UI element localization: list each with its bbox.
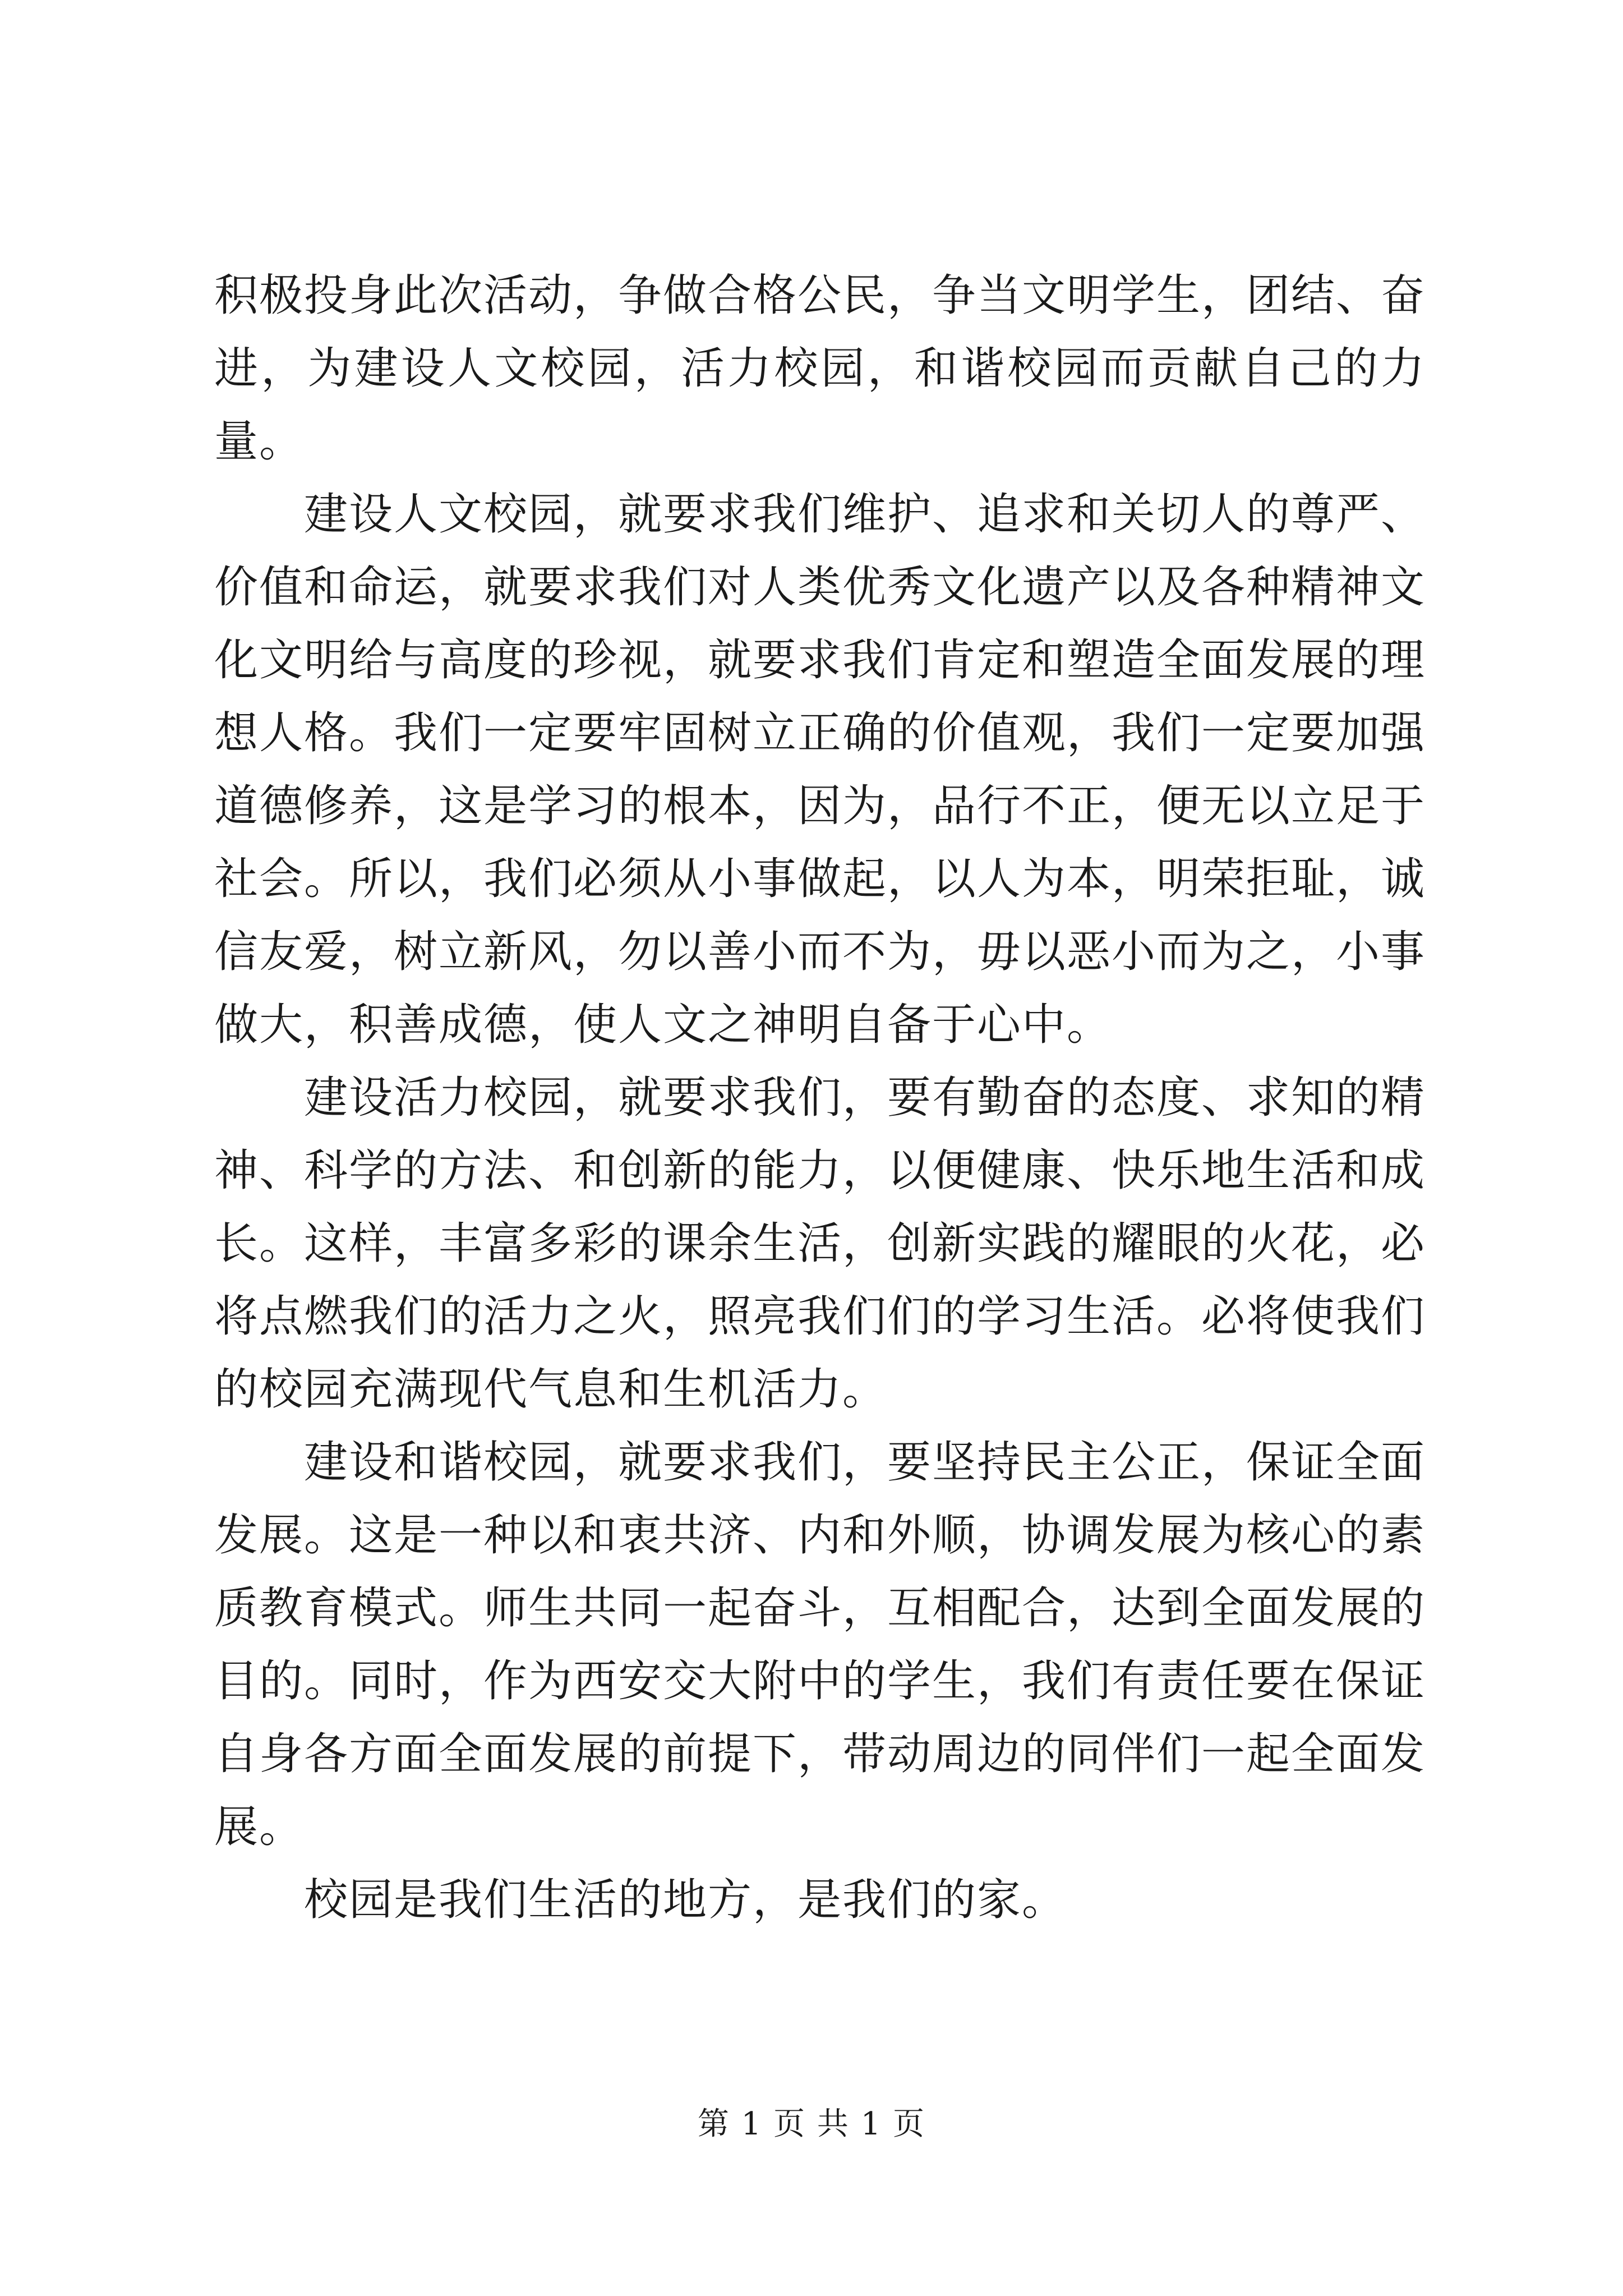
page-number-label: 第 1 页 共 1 页 bbox=[697, 2106, 926, 2142]
document-body bbox=[214, 259, 1426, 1936]
page-footer bbox=[0, 2105, 1623, 2144]
paragraph-3: 建设活力校园，就要求我们，要有勤奋的态度、求知的精神、科学的方法、和创新的能力，以便健康、快乐地生活和成长。这样，丰富多彩的课余生活，创新实践的耀眼的火花，必将点燃我们的活力之火，照亮我们们的学习生活。必将使我们的校园充满现代气息和生机活力。 bbox=[214, 1073, 1426, 1415]
paragraph-2: 建设人文校园，就要求我们维护、追求和关切人的尊严、价值和命运，就要求我们对人类优秀文化遗产以及各种精神文化文明给与高度的珍视，就要求我们肯定和塑造全面发展的理想人格。我们一定要牢固树立正确的价值观，我们一定要加强道德修养，这是学习的根本，因为，品行不正，便无以立足于社会。所以，我们必须从小事做起，以人为本，明荣拒耻，诚信友爱，树立新风，勿以善小而不为，毋以恶小而为之，小事做大，积善成德，使人文之神明自备于心中。 bbox=[214, 489, 1426, 1050]
paragraph-5: 校园是我们生活的地方，是我们的家。 bbox=[304, 1875, 1067, 1925]
paragraph-4: 建设和谐校园，就要求我们，要坚持民主公正，保证全面发展。这是一种以和衷共济、内和外顺，协调发展为核心的素质教育模式。师生共同一起奋斗，互相配合，达到全面发展的目的。同时，作为西安交大附中的学生，我们有责任要在保证自身各方面全面发展的前提下，带动周边的同伴们一起全面发展。 bbox=[214, 1437, 1426, 1852]
paragraph-1: 积极投身此次活动，争做合格公民，争当文明学生，团结、奋进，为建设人文校园，活力校园，和谐校园而贡献自己的力量。 bbox=[214, 270, 1426, 467]
